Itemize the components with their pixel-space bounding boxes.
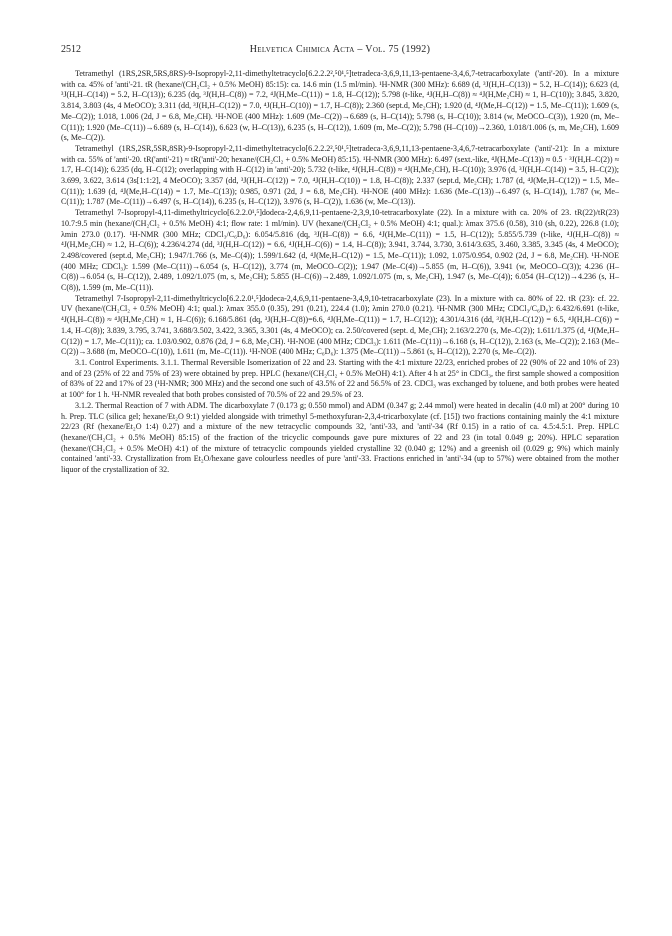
journal-title: Helvetica Chimica Acta – Vol. 75 (1992) [249, 44, 431, 55]
journal-page [61, 44, 619, 476]
paragraph-control-experiments: 3.1. Control Experiments. 3.1.1. Thermal Reversible Isomerization of 22 and 23. Starting with the 4:1 mixture 22/23, enriched probes of 22 (90% of 22 and 10% of 23) and of 23 (25% of 22 and 75% of 23) were obtained by prep. HPLC (hexane/(CH₂Cl₂ + 0.5% MeOH) 4:1). After 4 h at 25° in CDCl₃, the first sample showed a composition of 83% of 22 and 17% of 23 (¹H-NMR; 300 MHz) and the second one such of 43.5% of 22 and 56.5% of 23. CDCl₃ was exchanged by toluene, and both probes were heated at 100° for 1 h. ¹H-NMR revealed that both probes consisted of 70.5% of 22 and 29.5% of 23. [61, 357, 619, 400]
page-number: 2512 [61, 44, 81, 55]
paragraph-compound-anti-20: Tetramethyl (1RS,2SR,5RS,8RS)-9-Isopropyl-2,11-dimethyltetracyclo[6.2.2.2²,⁵0¹,⁵]tetradeca-3,6,9,11,13-pentaene-3,4,6,7-tetracarboxylate ('anti'-20). In a mixture with ca. 45% of 'anti'-21. tR (hexane/(CH₂Cl₂ + 0.5% MeOH) 85:15): ca. 14.6 min (1.5 ml/min). ¹H-NMR (300 MHz): 6.689 (d, ³J(H,H–C(13)) = 5.2, H–C(14)); 6.623 (d, ³J(H,H–C(14)) = 5.2, H–C(13)); 6.235 (dq, ³J(H,H–C(8)) = 7.2, ⁴J(H,Me–C(11)) = 1.8, H–C(12)); 5.798 (t-like, ⁴J(H,H–C(8)) ≈ ⁴J(H,Me₂CH) ≈ 1, H–C(10)); 3.845, 3.820, 3.814, 3.803 (4s, 4 MeOCO); 3.311 (dd, ³J(H,H–C(12)) = 7.0, ⁴J(H,H–C(10)) = 1.7, H–C(8)); 2.360 (sept.d, Me₂CH); 1.920 (d, ⁴J(Me,H–C(12)) = 1.5, Me–C(11)); 1.609 (s, Me–C(2)); 1.018, 1.006 (2d, J = 6.8, Me₂CH). ¹H-NOE (400 MHz): 1.609 (Me–C(2))→6.689 (s, H–C(14)); 5.798 (s, H–C(10)); 3.814 (w, MeOCO–C(3)), 1.920 (m, Me–C(11)); 1.920 (Me–C(11))→6.689 (s, H–C(14)), 6.623 (w, H–C(13)), 6.235 (s, H–C(12)), 1.609 (m, Me–C(2)); 5.798 (H–C(10))→2.360, 1.018/1.006 (s, m, Me₂CH), 1.609 (s, Me–C(2)). [61, 69, 619, 143]
paragraph-compound-anti-21: Tetramethyl (1RS,2SR,5SR,8SR)-9-Isopropyl-2,11-dimethyltetracyclo[6.2.2.2²,⁵0¹,⁵]tetradeca-3,6,9,11,13-pentaene-3,4,6,7-tetracarboxylate ('anti'-21): In a mixture with ca. 55% of 'anti'-20. tR('anti'-21) ≈ tR('anti'-20; hexane/(CH₂Cl₂ + 0.5% MeOH) 85:15). ¹H-NMR (300 MHz): 6.497 (sext.-like, ⁴J(H,Me–C(13)) ≈ 0.5 · ³J(H,H–C(2)) ≈ 1.7, H–C(14)); 6.235 (dq, H–C(12); overlapping with H–C(12) in 'anti'-20); 5.732 (t-like, ⁴J(H,H–C(8)) ≈ ⁴J(H,Me₂CH), H–C(10)); 3.976 (d, ³J(H,H–C(14)) = 3.5, H–C(2)); 3.699, 3.622, 3.614 (3s[1:1:2], 4 MeOCO); 3.357 (dd, ³J(H,H–C(12)) = 7.0, ⁴J(H,H–C(10)) = 1.8, H–C(8)); 2.337 (sept.d, Me₂CH); 1.787 (d, ⁴J(Me,H–C(12)) = 1.5, Me–C(11)); 1.639 (d, ⁴J(Me,H–C(14)) = 1.7, Me–C(13)); 0.985, 0.971 (2d, J = 6.8, Me₂CH). ¹H-NOE (400 MHz): 1.636 (Me–C(13))→6.497 (s, H–C(14)), 1.787 (w, Me–C(11)); 1.787 (Me–C(11))→6.497 (s, H–C(14)), 6.235 (s, H–C(12)), 3.976 (s, H–C(2)), 1.636 (w, Me–C(13)). [61, 143, 619, 207]
paragraph-compound-23: Tetramethyl 7-Isopropyl-2,11-dimethyltricyclo[6.2.2.0¹,⁵]dodeca-2,4,6,9,11-pentaene-3,4,9,10-tetracarboxylate (23). In a mixture with ca. 80% of 22. tR (23): cf. 22. UV (hexane/(CH₂Cl₂ + 0.5% MeOH) 4:1; qual.): λmax 355.0 (0.35), 291 (0.21), 224.4 (1.0); λmin 270.0 (0.21). ¹H-NMR (300 MHz; CDCl₃/C₆D₆): 6.432/6.691 (t-like, ⁴J(H,H–C(8)) ≈ ⁴J(H,Me₂CH) ≈ 1, H–C(6)); 6.168/5.861 (dq, ³J(H,H–C(8))=6.6, ⁴J(H,Me–C(11)) = 1.7, H–C(12)); 4.301/4.316 (dd, ³J(H,H–C(12)) = 6.5, ⁴J(H,H–C(6)) = 1.4, H–C(8)); 3.839, 3.795, 3.741, 3.688/3.502, 3.422, 3.365, 3.301 (4s, 4 MeOCO); ca. 2.50/covered (sept. d, Me₂CH); 2.163/2.270 (s, Me–C(2)); 1.611/1.375 (d, ⁴J(Me,H–C(12)) = 1.7, Me–C(11)); ca. 1.03/0.902, 0.876 (2d, J = 6.8, Me₂CH). ¹H-NOE (400 MHz; CDCl₃): 1.611 (Me–C(11))→6.168 (s, H–C(12)), 2.163 (s, Me–C(2)); 2.163 (Me–C(2))→3.688 (m, MeOCO–C(10)), 1.611 (m, Me–C(11)). ¹H-NOE (400 MHz; C₆D₆): 1.375 (Me–C(11))→5.861 (s, H–C(12)), 2.270 (s, Me–C(2)). [61, 293, 619, 357]
article-body [61, 69, 619, 476]
paragraph-compound-22: Tetramethyl 7-Isopropyl-4,11-dimethyltricyclo[6.2.2.0¹,⁵]dodeca-2,4,6,9,11-pentaene-2,3,9,10-tetracarboxylate (22). In a mixture with ca. 20% of 23. tR(22)/tR(23) 10.7:9.5 min (hexane/(CH₂Cl₂ + 0.5% MeOH) 4:1; flow rate: 1 ml/min). UV (hexane/(CH₂Cl₂ + 0.5% MeOH) 4:1; qual.): λmax 375.6 (0.58), 310 (sh, 0.22), 226.8 (1.0); λmin 273.0 (0.17). ¹H-NMR (300 MHz; CDCl₃/C₆D₆): 6.054/5.816 (dq, ³J(H–C(8)) = 6.6, ⁴J(H,Me–C(11)) = 1.5, H–C(12)); 5.855/5.739 (t-like, ⁴J(H,H–C(8)) ≈ ⁴J(H,Me₂CH) ≈ 1.2, H–C(6)); 4.236/4.274 (dd, ³J(H,H–C(12)) = 6.6, ⁴J(H,H–C(6)) = 1.4, H–C(8)); 3.941, 3.744, 3.730, 3.614/3.635, 3.460, 3.385, 3.345 (4s, 4 MeOCO); 2.498/covered (sept.d, Me₂CH); 1.947/1.766 (s, Me–C(4)); 1.599/1.642 (d, ⁴J(Me,H–C(12)) = 1.5, Me–C(11)); 1.092, 1.075/0.954, 0.902 (2d, J = 6.8, Me₂CH). ¹H-NOE (400 MHz; CDCl₃): 1.599 (Me–C(11))→6.054 (s, H–C(12)), 3.774 (m, MeOCO–C(2)); 1.947 (Me–C(4))→5.855 (m, H–C(6)), 3.941 (w, MeOCO–C(3)); 4.236 (H–C(8))→6.054 (s, H–C(12)), 2.489, 1.092/1.075 (m, s, Me₂CH); 5.855 (H–C(6))→2.489, 1.092/1.075 (m, s, Me₂CH), 1.947 (s, Me–C(4)); 6.054 (H–C(12))→4.236 (s, H–C(8)), 1.599 (m, Me–C(11)). [61, 208, 619, 293]
paragraph-thermal-reaction: 3.1.2. Thermal Reaction of 7 with ADM. The dicarboxylate 7 (0.173 g; 0.550 mmol) and ADM (0.347 g; 2.44 mmol) were heated in decalin (4.0 ml) at 200° during 10 h. Prep. TLC (silica gel; hexane/Et₂O 9:1) yielded alongside with trimethyl 5-methoxyfuran-2,3,4-tricarboxylate (cf. [15]) two fractions containing mainly the 4:1 mixture 22/23 (Rf (hexane/Et₂O 1:4) 0.27) and a mixture of the new tetracyclic compounds 32, 'anti'-33, and 'anti'-34 (Rf 0.15) in a ratio of ca. 4.5:4.5:1. Prep. HPLC (hexane/(CH₂Cl₂ + 0.5% MeOH) 85:15) of the fraction of the tricyclic compounds gave pure mixtures of 22 and 23 (in total 0.049 g; 20%). HPLC separation (hexane/(CH₂Cl₂ + 0.5% MeOH) 4:1) of the mixture of tetracyclic compounds yielded crystalline 32 (0.040 g; 12%) and a greenish oil (0.029 g; 9%) which mainly contained 'anti'-33. Crystallization from Et₂O/hexane gave colourless needles of pure 'anti'-33. Fractions enriched in 'anti'-34 (up to 57%) were obtained from the mother liquor of the crystallization of 32. [61, 400, 619, 475]
running-header [61, 44, 619, 60]
